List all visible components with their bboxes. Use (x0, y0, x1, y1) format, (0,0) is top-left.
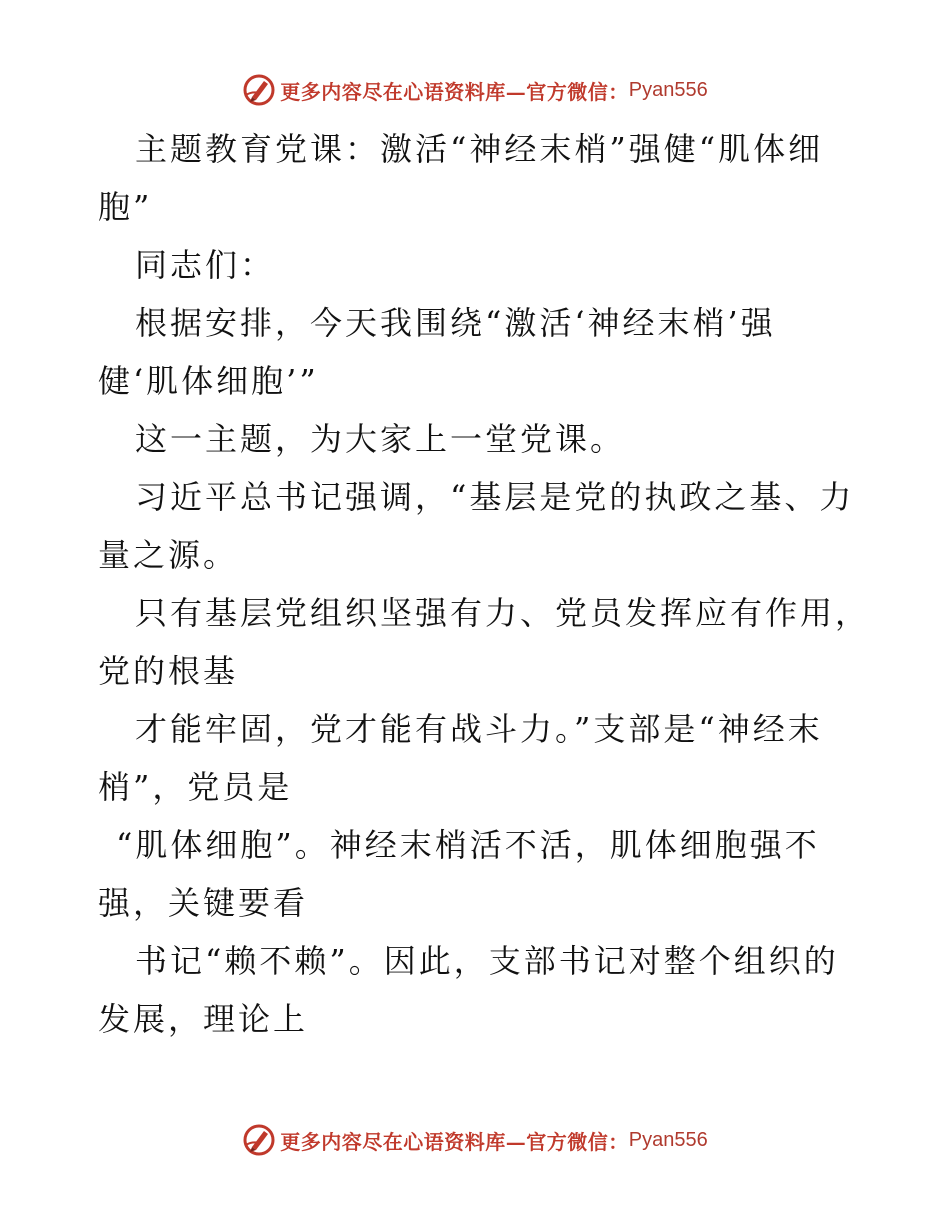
footer-banner (0, 1120, 950, 1160)
header-wechat-id: Pyan556 (628, 78, 708, 101)
text-line: 发展，理论上 (98, 1000, 309, 1038)
text-line: 健‘肌体细胞’” (98, 362, 319, 400)
pen-logo-icon (242, 73, 276, 107)
text-line: 只有基层党组织坚强有力、党员发挥应有作用， (135, 594, 871, 632)
pen-logo-icon (242, 1123, 276, 1157)
text-line: 这一主题，为大家上一堂党课。 (135, 420, 626, 458)
footer-wechat-id: Pyan556 (628, 1128, 708, 1151)
text-line: 党的根基 (98, 652, 239, 690)
text-line: 梢”，党员是 (98, 768, 293, 806)
text-line: “肌体细胞”。神经末梢活不活，肌体细胞强不 (116, 826, 820, 864)
text-line: 胞” (98, 188, 153, 226)
text-line: 量之源。 (98, 536, 239, 574)
text-line: 强，关键要看 (98, 884, 309, 922)
text-line: 书记“赖不赖”。因此，支部书记对整个组织的 (135, 942, 839, 980)
footer-text: 更多内容尽在心语资料库—官方微信： (280, 1129, 629, 1154)
text-line: 才能牢固，党才能有战斗力。”支部是“神经末 (135, 710, 823, 748)
header-banner (0, 70, 950, 110)
text-line: 同志们： (135, 246, 276, 284)
text-line: 习近平总书记强调，“基层是党的执政之基、力 (135, 478, 855, 516)
document-body (98, 120, 871, 1048)
text-line: 根据安排，今天我围绕“激活‘神经末梢’强 (135, 304, 776, 342)
text-line: 主题教育党课：激活“神经末梢”强健“肌体细 (135, 130, 824, 168)
header-text: 更多内容尽在心语资料库—官方微信： (280, 79, 629, 104)
